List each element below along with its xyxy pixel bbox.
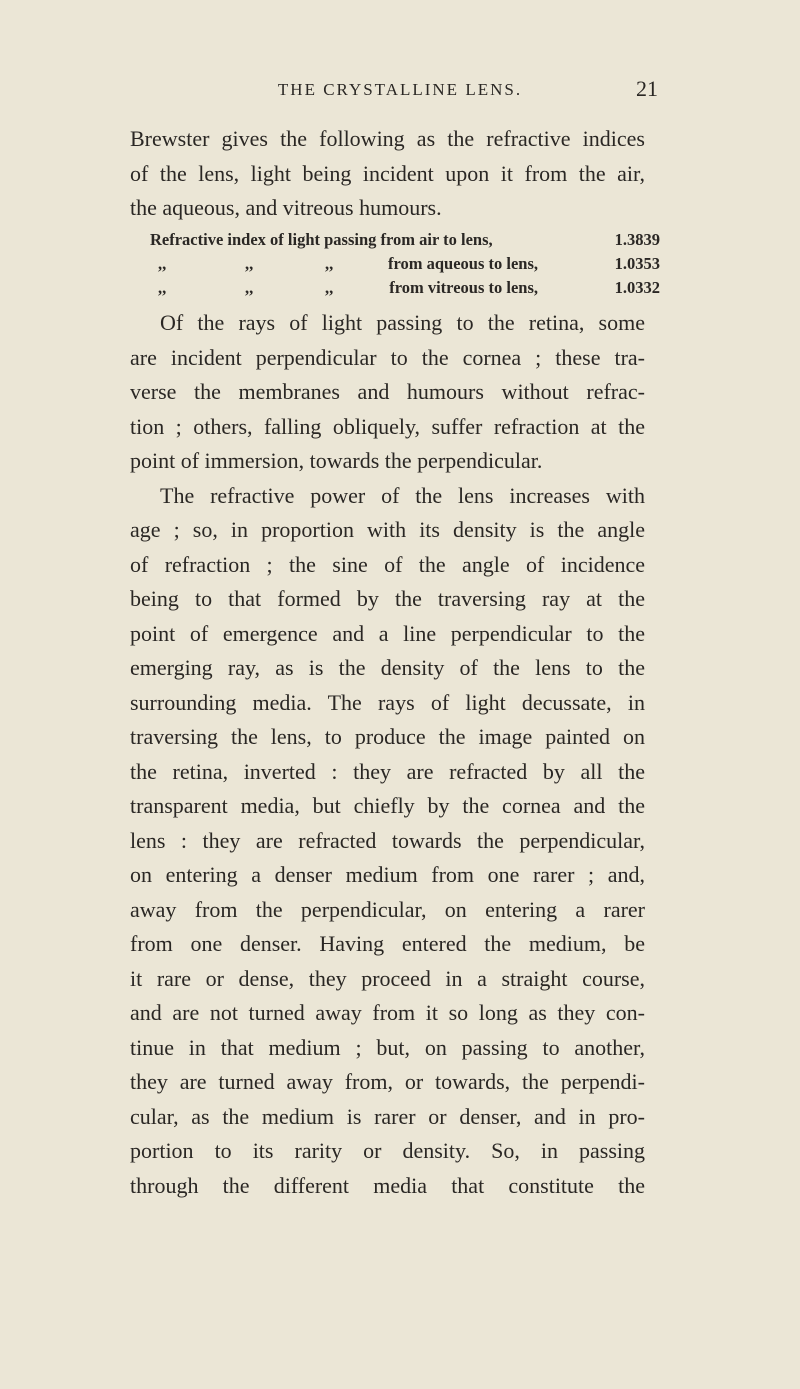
ditto-mark: ,, — [245, 278, 254, 297]
running-head: THE CRYSTALLINE LENS. — [277, 80, 523, 99]
text-line: lens : they are refracted towards the perpendicular, — [130, 827, 645, 853]
table-row — [150, 230, 660, 254]
text-line: age ; so, in proportion with its density is the angle — [130, 517, 645, 542]
ditto-mark: ,, — [245, 254, 254, 273]
ditto-mark: ,, — [158, 254, 167, 273]
text-line: Of the rays of light passing to the retina, some — [160, 310, 645, 335]
text-line: on entering a denser medium from one rarer ; and, — [130, 862, 645, 887]
row-label: from aqueous to lens, — [387, 254, 538, 273]
row-value: 1.3839 — [614, 230, 660, 249]
text-line: away from the perpendicular, on entering a rarer — [130, 896, 645, 922]
main-paragraphs — [130, 306, 645, 1203]
ditto-mark: ,, — [325, 254, 334, 273]
text-line: cular, as the medium is rarer or denser, and in pro- — [130, 1103, 645, 1129]
text-line: traversing the lens, to produce the image painted on — [130, 724, 645, 749]
text-line: the retina, inverted : they are refracted by all the — [130, 758, 645, 784]
text-line: of the lens, light being incident upon it from the air, — [130, 160, 645, 186]
text-line: transparent media, but chiefly by the cornea and the — [130, 793, 645, 818]
intro-paragraph — [130, 122, 645, 226]
page-number: 21 — [636, 76, 658, 101]
text-line: through the different media that constitute the — [130, 1172, 645, 1198]
row-label: Refractive index of light passing from air to lens, — [150, 230, 493, 249]
text-line: surrounding media. The rays of light decussate, in — [130, 689, 645, 715]
text-line: tinue in that medium ; but, on passing to another, — [130, 1034, 645, 1060]
text-line: Brewster gives the following as the refractive indices — [130, 126, 645, 151]
text-line: from one denser. Having entered the medium, be — [130, 931, 645, 956]
text-line: and are not turned away from it so long as they con- — [130, 1000, 645, 1025]
text-line: The refractive power of the lens increases with — [160, 482, 645, 508]
text-line: tion ; others, falling obliquely, suffer refraction at the — [130, 413, 645, 439]
row-value: 1.0332 — [614, 278, 660, 297]
page-header — [0, 76, 800, 110]
refractive-index-table — [150, 230, 660, 302]
row-value: 1.0353 — [614, 254, 660, 273]
text-line: verse the membranes and humours without refrac- — [130, 379, 645, 404]
text-line: portion to its rarity or density. So, in passing — [130, 1138, 645, 1163]
ditto-mark: ,, — [325, 278, 334, 297]
text-line: the aqueous, and vitreous humours. — [130, 195, 442, 220]
text-line: it rare or dense, they proceed in a straight course, — [130, 965, 645, 991]
text-line: emerging ray, as is the density of the lens to the — [130, 655, 645, 680]
text-line: are incident perpendicular to the cornea ; these tra- — [130, 344, 645, 370]
text-line: they are turned away from, or towards, the perpendi- — [130, 1069, 645, 1094]
table-row — [150, 278, 660, 302]
text-line: being to that formed by the traversing ray at the — [130, 586, 645, 611]
ditto-mark: ,, — [158, 278, 167, 297]
text-line: of refraction ; the sine of the angle of incidence — [130, 551, 645, 577]
table-row — [150, 254, 660, 278]
row-label: from vitreous to lens, — [389, 278, 538, 297]
text-line: point of immersion, towards the perpendicular. — [130, 448, 543, 473]
text-line: point of emergence and a line perpendicular to the — [130, 620, 645, 646]
